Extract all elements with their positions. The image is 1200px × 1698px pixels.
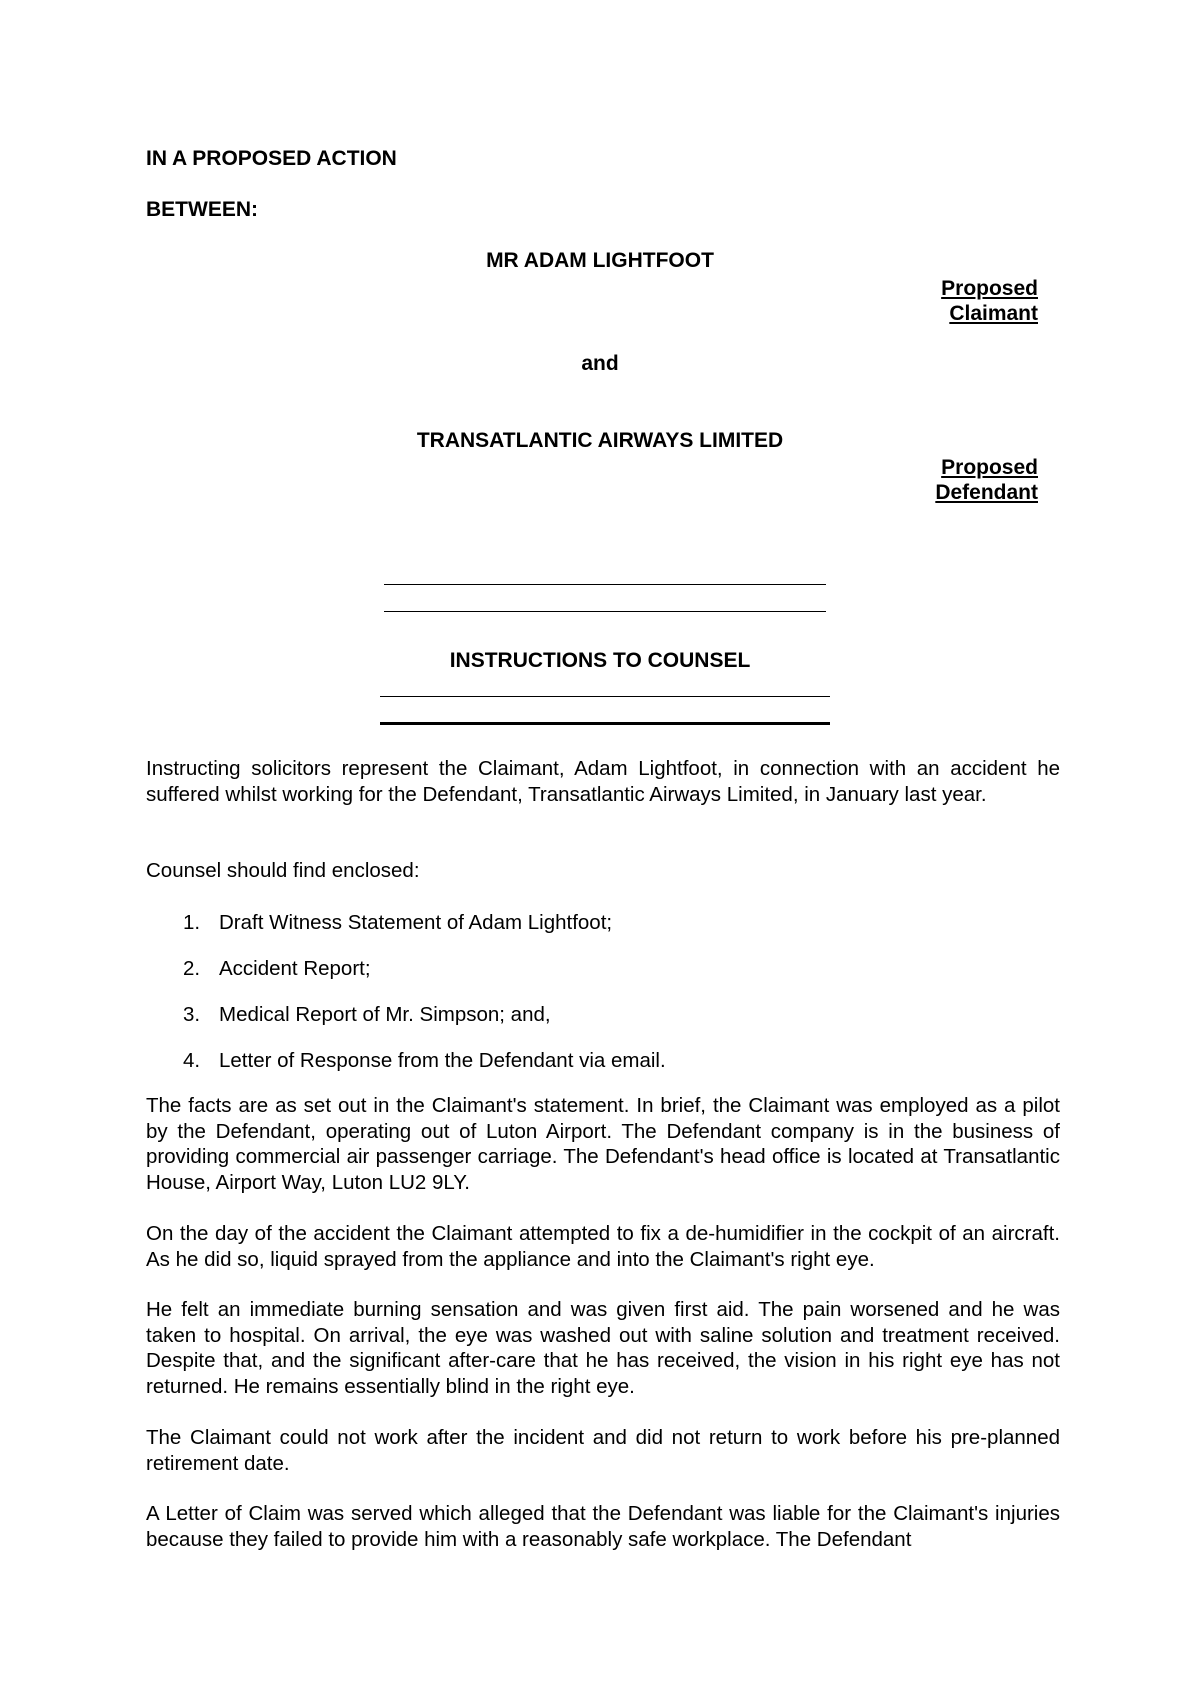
list-item: [183, 910, 612, 935]
list-text: Accident Report;: [219, 957, 371, 980]
claim-paragraph: A Letter of Claim was served which alleged that the Defendant was liable for the Claimant's injuries because they failed to provide him with a reasonably safe workplace. The Defendant: [146, 1502, 1060, 1551]
defendant-role-line1: Proposed: [941, 456, 1038, 479]
list-number: 4.: [183, 1049, 201, 1072]
list-text: Medical Report of Mr. Simpson; and,: [219, 1003, 551, 1026]
divider-line: [384, 584, 826, 585]
defendant-role-line2: Defendant: [935, 481, 1038, 504]
injury-paragraph: He felt an immediate burning sensation and was given first aid. The pain worsened and he was taken to hospital. On arrival, the eye was washed out with saline solution and treatment received. Despite that, and the significant after-care that he has received, the vision in his right eye has not returned. He remains essentially blind in the right eye.: [146, 1298, 1060, 1398]
between-heading: BETWEEN:: [146, 198, 258, 221]
divider-line: [384, 611, 826, 612]
list-number: 3.: [183, 1003, 201, 1026]
list-text: Letter of Response from the Defendant via email.: [219, 1049, 666, 1072]
intro-paragraph: Instructing solicitors represent the Claimant, Adam Lightfoot, in connection with an accident he suffered whilst working for the Defendant, Transatlantic Airways Limited, in January last year.: [146, 757, 1060, 806]
document-title: INSTRUCTIONS TO COUNSEL: [449, 649, 751, 672]
enclosed-heading: Counsel should find enclosed:: [146, 859, 420, 882]
list-number: 1.: [183, 911, 201, 934]
list-item: [183, 1048, 666, 1073]
list-text: Draft Witness Statement of Adam Lightfoot;: [219, 911, 613, 934]
list-item: [183, 956, 371, 981]
accident-paragraph: On the day of the accident the Claimant attempted to fix a de-humidifier in the cockpit of an aircraft. As he did so, liquid sprayed from the appliance and into the Claimant's right eye.: [146, 1222, 1060, 1271]
claimant-role-line1: Proposed: [941, 277, 1038, 300]
claimant-role-line2: Claimant: [949, 302, 1038, 325]
list-number: 2.: [183, 957, 201, 980]
divider-line: [380, 696, 830, 697]
list-item: [183, 1002, 551, 1027]
defendant-name: TRANSATLANTIC AIRWAYS LIMITED: [416, 429, 784, 452]
work-paragraph: The Claimant could not work after the incident and did not return to work before his pre-planned retirement date.: [146, 1426, 1060, 1475]
facts-paragraph: The facts are as set out in the Claimant's statement. In brief, the Claimant was employed as a pilot by the Defendant, operating out of Luton Airport. The Defendant company is in the business of providing commercial air passenger carriage. The Defendant's head office is located at Transatlantic House, Airport Way, Luton LU2 9LY.: [146, 1094, 1060, 1194]
claimant-name: MR ADAM LIGHTFOOT: [486, 249, 714, 272]
proposed-action-heading: IN A PROPOSED ACTION: [146, 147, 397, 170]
and-separator: and: [581, 352, 619, 375]
divider-line-thick: [380, 722, 830, 725]
